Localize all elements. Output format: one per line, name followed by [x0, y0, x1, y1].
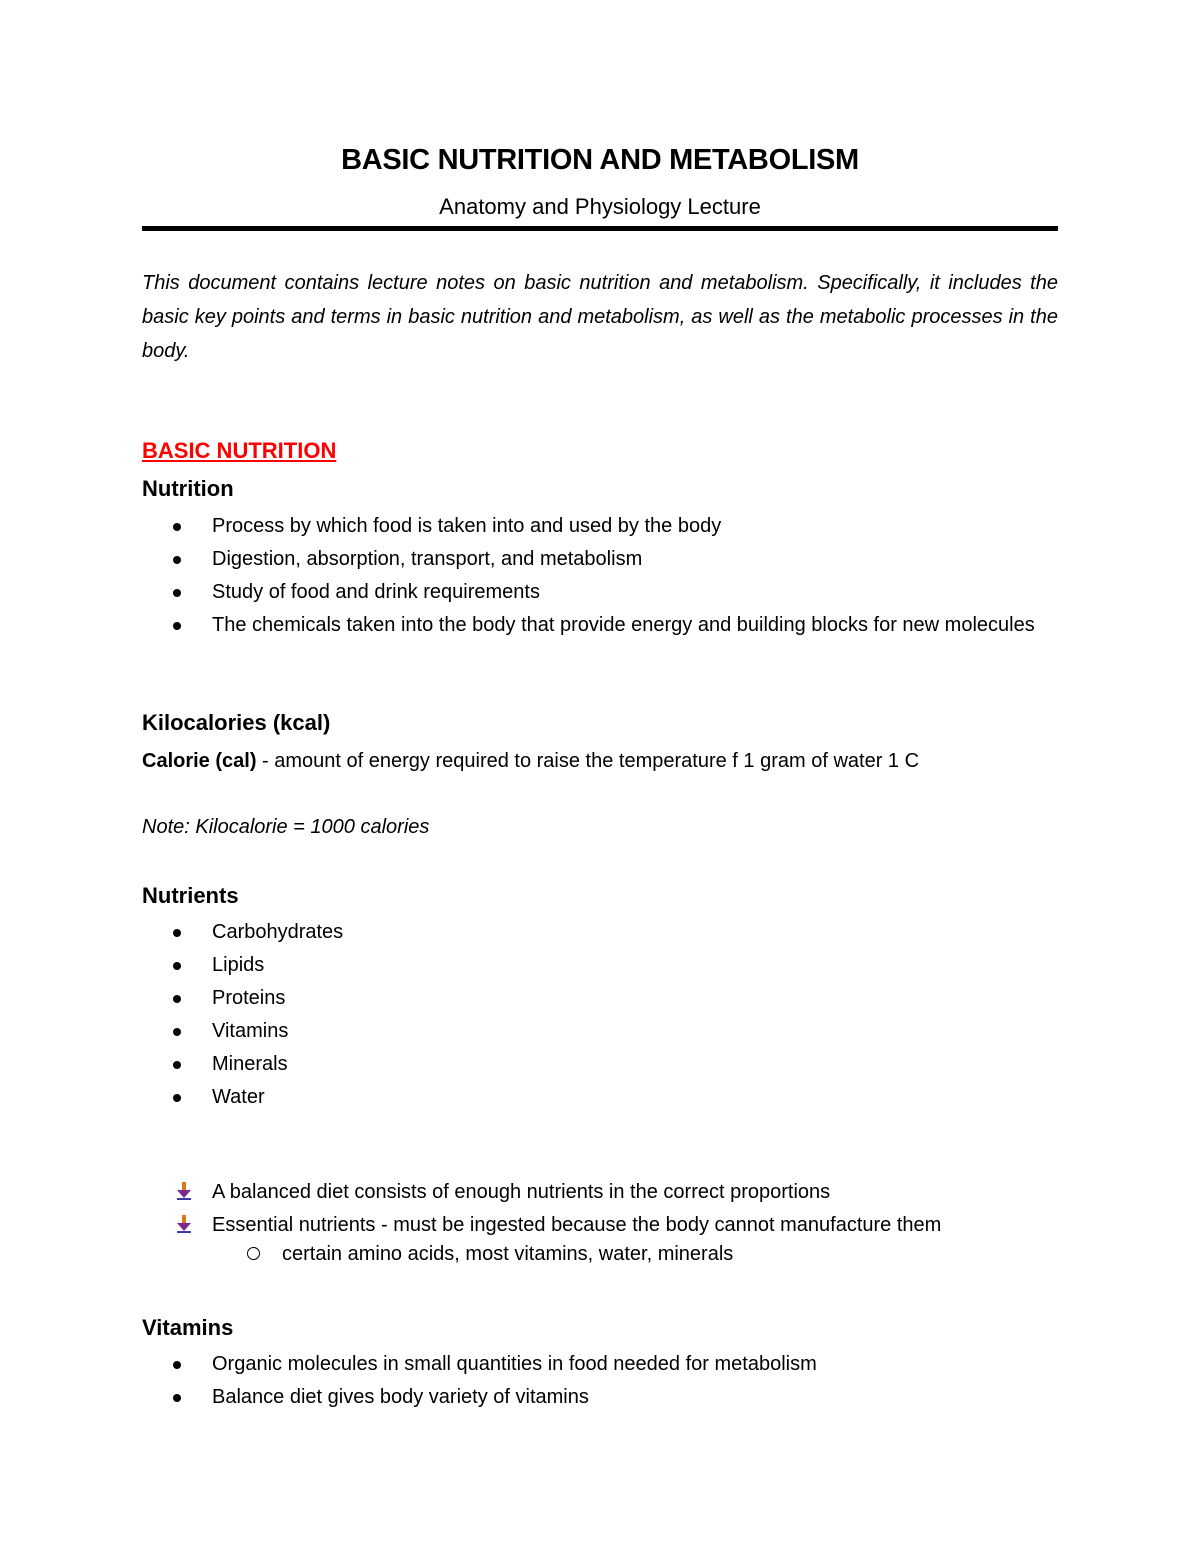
arrow-down-bullet-icon — [176, 1181, 192, 1201]
list-item: The chemicals taken into the body that provide energy and building blocks for new molecules — [142, 609, 1058, 642]
list-item: Vitamins — [142, 1015, 1058, 1048]
list-item: Carbohydrates — [142, 916, 1058, 949]
document-subtitle: Anatomy and Physiology Lecture — [439, 194, 761, 219]
list-item: Proteins — [142, 982, 1058, 1015]
bullet-icon — [173, 622, 181, 630]
title-divider — [142, 226, 1058, 231]
calorie-definition-text: - amount of energy required to raise the temperature f 1 gram of water 1 C — [256, 750, 920, 772]
heading-nutrients: Nutrients — [142, 883, 239, 908]
bullet-icon — [173, 929, 181, 937]
list-item: Lipids — [142, 949, 1058, 982]
list-item: Organic molecules in small quantities in food needed for metabolism — [142, 1348, 1058, 1381]
heading-kilocalories: Kilocalories (kcal) — [142, 710, 331, 735]
bullet-icon — [173, 962, 181, 970]
list-item: Balance diet gives body variety of vitamins — [142, 1381, 1058, 1414]
bullet-icon — [173, 995, 181, 1003]
list-item: Water — [142, 1081, 1058, 1114]
bullet-icon — [173, 1361, 181, 1369]
calorie-term: Calorie (cal) — [142, 750, 257, 772]
diet-points-list — [142, 1176, 1058, 1242]
bullet-icon — [173, 1394, 181, 1402]
bullet-icon — [173, 556, 181, 564]
list-item: Essential nutrients - must be ingested because the body cannot manufacture them — [142, 1209, 1058, 1242]
kilocalorie-note: Note: Kilocalorie = 1000 calories — [142, 816, 430, 838]
essential-nutrients-sub-item: certain amino acids, most vitamins, water, minerals — [247, 1243, 733, 1266]
list-item: Study of food and drink requirements — [142, 576, 1058, 609]
list-item: Minerals — [142, 1048, 1058, 1081]
calorie-definition — [142, 750, 919, 773]
bullet-icon — [173, 589, 181, 597]
list-item: A balanced diet consists of enough nutrients in the correct proportions — [142, 1176, 1058, 1209]
intro-paragraph: This document contains lecture notes on basic nutrition and metabolism. Specifically, it includes the basic key points and terms in basic nutrition and metabolism, as well as the metabolic processes in the body. — [142, 272, 1058, 362]
circle-bullet-icon — [247, 1247, 260, 1260]
bullet-icon — [173, 1094, 181, 1102]
bullet-icon — [173, 523, 181, 531]
arrow-down-bullet-icon — [176, 1214, 192, 1234]
bullet-icon — [173, 1028, 181, 1036]
vitamins-list — [142, 1348, 1058, 1414]
nutrients-list — [142, 916, 1058, 1114]
bullet-icon — [173, 1061, 181, 1069]
list-item: Digestion, absorption, transport, and metabolism — [142, 543, 1058, 576]
heading-nutrition: Nutrition — [142, 476, 234, 501]
document-title: BASIC NUTRITION AND METABOLISM — [341, 144, 859, 176]
section-title-basic-nutrition: BASIC NUTRITION — [142, 438, 337, 463]
nutrition-list — [142, 510, 1058, 642]
heading-vitamins: Vitamins — [142, 1315, 234, 1340]
list-item: Process by which food is taken into and used by the body — [142, 510, 1058, 543]
